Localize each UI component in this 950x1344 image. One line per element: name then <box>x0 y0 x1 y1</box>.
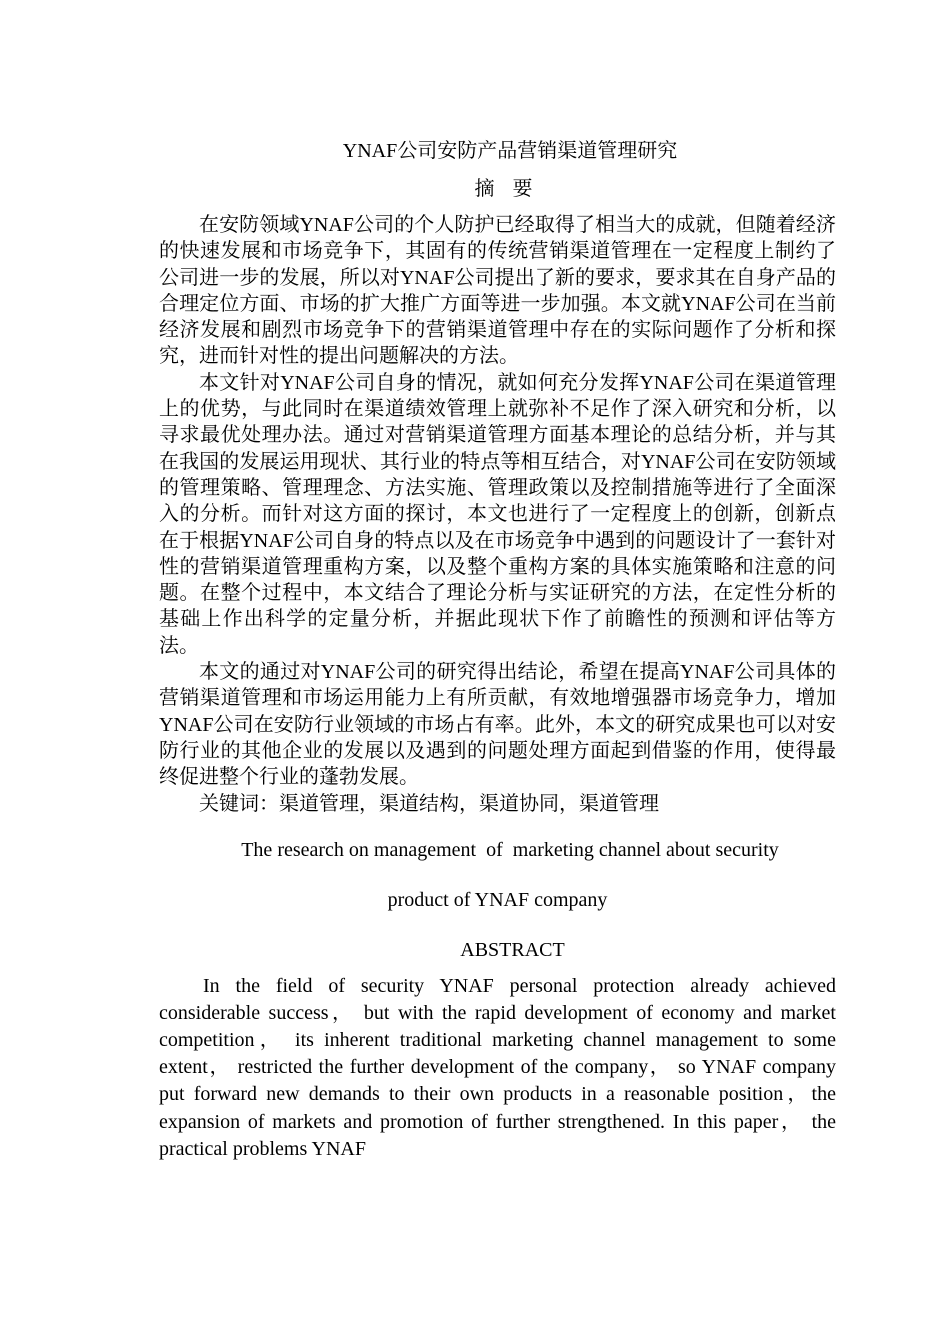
chinese-abstract-paragraph-1: 在安防领域YNAF公司的个人防护已经取得了相当大的成就，但随着经济的快速发展和市场竞争下，其固有的传统营销渠道管理在一定程度上制约了公司进一步的发展，所以对YNAF公司提出了新的要求，要求其在自身产品的合理定位方面、市场的扩大推广方面等进一步加强。本文就YNAF公司在当前经济发展和剧烈市场竞争下的营销渠道管理中存在的实际问题作了分析和探究，进而针对性的提出问题解决的方法。 <box>159 214 836 368</box>
chinese-keywords: 关键词：渠道管理，渠道结构，渠道协同，渠道管理 <box>199 792 659 815</box>
chinese-title: YNAF公司安防产品营销渠道管理研究 <box>342 140 678 162</box>
english-title-line-2: product of YNAF company <box>387 888 608 911</box>
document-body <box>159 138 836 1163</box>
chinese-abstract-heading: 摘要 <box>474 178 551 200</box>
chinese-abstract-paragraph-3: 本文的通过对YNAF公司的研究得出结论，希望在提高YNAF公司具体的营销渠道管理和市场运用能力上有所贡献，有效地增强器市场竞争力，增加YNAF公司在安防行业领域的市场占有率。此外，本文的研究成果也可以对安防行业的其他企业的发展以及遇到的问题处理方面起到借鉴的作用，使得最终促进整个行业的蓬勃发展。 <box>159 661 836 789</box>
english-abstract-paragraph: In the field of security YNAF personal protection already achieved considerable success， but with the rapid development of economy and market competition， its inherent traditional marketing channel management to some extent， restricted the further development of the company， so YNAF company put forward new demands to their own products in a reasonable position，the expansion of markets and promotion of further strengthened. In this paper， the practical problems YNAF <box>159 974 836 1160</box>
chinese-abstract-paragraph-2: 本文针对YNAF公司自身的情况，就如何充分发挥YNAF公司在渠道管理上的优势，与此同时在渠道绩效管理上就弥补不足作了深入研究和分析，以寻求最优处理办法。通过对营销渠道管理方面基本理论的总结分析，并与其在我国的发展运用现状、其行业的特点等相互结合，对YNAF公司在安防领域的管理策略、管理理念、方法实施、管理政策以及控制措施等进行了全面深入的分析。而针对这方面的探讨，本文也进行了一定程度上的创新，创新点在于根据YNAF公司自身的特点以及在市场竞争中遇到的问题设计了一套针对性的营销渠道管理重构方案，以及整个重构方案的具体实施策略和注意的问题。在整个过程中，本文结合了理论分析与实证研究的方法，在定性分析的基础上作出科学的定量分析，并据此现状下作了前瞻性的预测和评估等方法。 <box>159 371 836 657</box>
english-title-line-1: The research on management of marketing channel about security <box>241 838 779 861</box>
english-abstract-heading: ABSTRACT <box>460 938 565 961</box>
